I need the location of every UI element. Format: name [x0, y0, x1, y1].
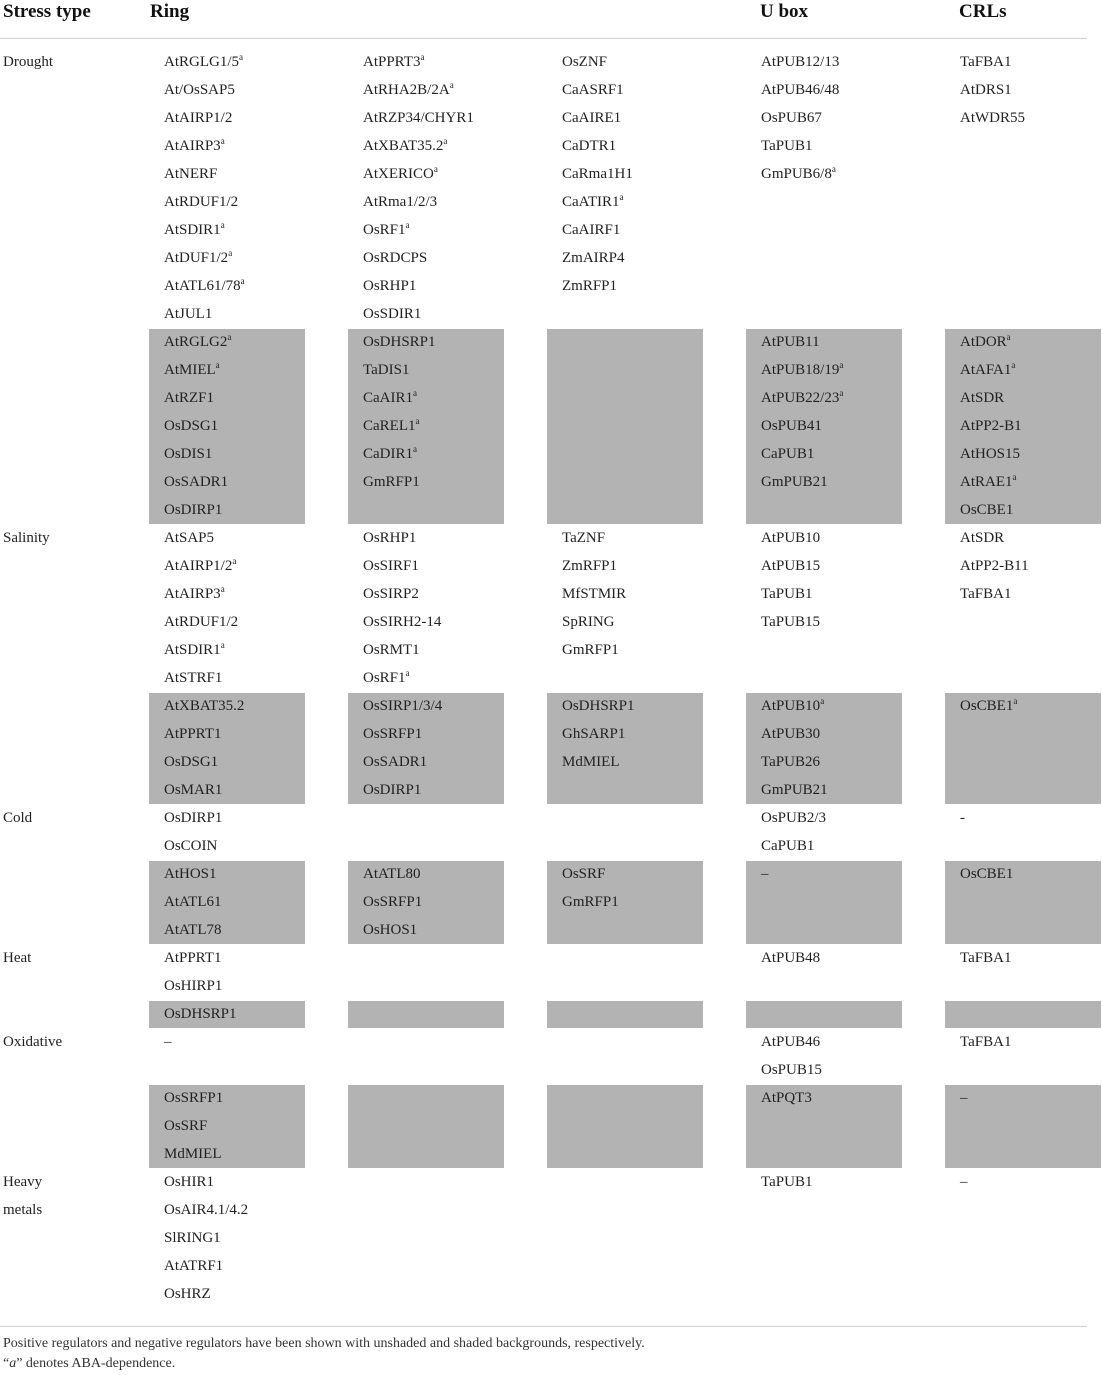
- positive-regulator-crls: AtDRS1: [960, 82, 1012, 98]
- gene-name: OsCBE1: [960, 698, 1014, 714]
- negative-regulator-ring1: AtHOS1: [164, 866, 217, 882]
- aba-dependence-marker: a: [839, 388, 844, 398]
- negative-regulator-ubox: AtPUB11: [761, 334, 820, 350]
- footnote-aba-symbol: a: [9, 1356, 17, 1371]
- gene-name: AtAIRP3: [164, 138, 221, 154]
- positive-regulator-ring1: AtPPRT1: [164, 950, 222, 966]
- gene-name: AtPPRT3: [363, 54, 421, 70]
- negative-regulator-ring1: OsMAR1: [164, 782, 223, 798]
- aba-dependence-marker: a: [239, 52, 243, 62]
- positive-regulator-ring2: OsRHP1: [363, 278, 417, 294]
- aba-dependence-marker: a: [232, 556, 237, 566]
- positive-regulator-crls: AtSDR: [960, 530, 1005, 546]
- positive-regulator-ring1: OsHIR1: [164, 1174, 215, 1190]
- positive-regulator-ring3: CaAIRF1: [562, 222, 621, 238]
- gene-name: OsRF1: [363, 222, 406, 238]
- aba-dependence-marker: a: [227, 332, 232, 342]
- positive-regulator-ubox: OsPUB15: [761, 1062, 822, 1078]
- negative-regulator-ring1: AtATL61: [164, 894, 222, 910]
- negative-regulator-ring2: OsHOS1: [363, 922, 418, 938]
- positive-regulator-ring3: GmRFP1: [562, 642, 619, 658]
- positive-regulator-ring1: OsCOIN: [164, 838, 218, 854]
- positive-regulator-ring1: AtSTRF1: [164, 670, 223, 686]
- negative-regulator-ubox: [761, 356, 843, 384]
- aba-dependence-marker: a: [405, 220, 410, 230]
- negative-regulator-crls: [960, 468, 1017, 496]
- gene-name: AtSDIR1: [164, 222, 221, 238]
- positive-regulator-ring3: MfSTMIR: [562, 586, 627, 602]
- positive-regulator-crls: AtPP2-B11: [960, 558, 1029, 574]
- aba-dependence-marker: a: [220, 584, 225, 594]
- negative-regulator-ring1: OsDIRP1: [164, 502, 223, 518]
- positive-regulator-ring2: [363, 48, 424, 76]
- negative-regulator-ring1: AtRZF1: [164, 390, 215, 406]
- stress-type-label: Cold: [3, 810, 33, 826]
- positive-regulator-ring2: OsRMT1: [363, 642, 420, 658]
- footnote-shading-note: Positive regulators and negative regulators have been shown with unshaded and shaded backgrounds, respectively.: [3, 1336, 645, 1351]
- gene-name: AtRHA2B/2A: [363, 82, 450, 98]
- negative-regulator-shade-ubox: [746, 861, 902, 944]
- stress-type-label: Drought: [3, 54, 53, 70]
- negative-regulator-ring1: [164, 328, 231, 356]
- positive-regulator-ring1: [164, 244, 232, 272]
- positive-regulator-ubox: TaPUB1: [761, 138, 813, 154]
- positive-regulator-ubox: AtPUB46/48: [761, 82, 840, 98]
- positive-regulator-crls: TaFBA1: [960, 950, 1012, 966]
- negative-regulator-shade-ring3: [547, 329, 703, 524]
- stress-type-label: Oxidative: [3, 1034, 63, 1050]
- aba-dependence-marker: a: [820, 696, 825, 706]
- negative-regulator-ubox: CaPUB1: [761, 446, 815, 462]
- positive-regulator-ring3: ZmAIRP4: [562, 250, 625, 266]
- positive-regulator-ubox: AtPUB10: [761, 530, 821, 546]
- positive-regulator-ring2: [363, 76, 454, 104]
- aba-dependence-marker: a: [405, 668, 410, 678]
- negative-regulator-shade-ring2: [348, 1001, 504, 1028]
- negative-regulator-ring1: AtXBAT35.2: [164, 698, 245, 714]
- positive-regulator-ring1: SlRING1: [164, 1230, 221, 1246]
- aba-dependence-marker: a: [1013, 696, 1018, 706]
- gene-name: AtAFA1: [960, 362, 1012, 378]
- positive-regulator-ubox: AtPUB48: [761, 950, 821, 966]
- positive-regulator-ring2: [363, 664, 410, 692]
- positive-regulator-ring1: AtJUL1: [164, 306, 213, 322]
- negative-regulator-ring2: OsSADR1: [363, 754, 428, 770]
- negative-regulator-ubox: AtPQT3: [761, 1090, 812, 1106]
- negative-regulator-ring3: GmRFP1: [562, 894, 619, 910]
- positive-regulator-ring3: CaRma1H1: [562, 166, 633, 182]
- positive-regulator-ring2: [363, 132, 447, 160]
- positive-regulator-ring3: ZmRFP1: [562, 278, 618, 294]
- gene-name: AtPUB22/23: [761, 390, 840, 406]
- gene-name: CaAIR1: [363, 390, 413, 406]
- negative-regulator-ring1: MdMIEL: [164, 1146, 222, 1162]
- negative-regulator-ring1: OsSRFP1: [164, 1090, 224, 1106]
- negative-regulator-ring2: TaDIS1: [363, 362, 410, 378]
- gene-name: AtRAE1: [960, 474, 1013, 490]
- positive-regulator-ring1: AtRDUF1/2: [164, 614, 239, 630]
- positive-regulator-crls: AtWDR55: [960, 110, 1025, 126]
- negative-regulator-ring2: OsSRFP1: [363, 726, 423, 742]
- negative-regulator-ring1: OsDHSRP1: [164, 1006, 237, 1022]
- gene-name: AtRGLG2: [164, 334, 228, 350]
- positive-regulator-ring2: [363, 216, 410, 244]
- positive-regulator-ring1: At/OsSAP5: [164, 82, 235, 98]
- gene-name: AtSDIR1: [164, 642, 221, 658]
- gene-name: CaATIR1: [562, 194, 620, 210]
- negative-regulator-shade-ring3: [547, 1001, 703, 1028]
- header-crls: CRLs: [959, 1, 1007, 22]
- positive-regulator-crls: -: [960, 810, 965, 826]
- negative-regulator-ubox: GmPUB21: [761, 782, 828, 798]
- negative-regulator-crls: [960, 356, 1015, 384]
- negative-regulator-crls: AtSDR: [960, 390, 1005, 406]
- aba-dependence-marker: a: [215, 360, 220, 370]
- positive-regulator-ring1: OsHRZ: [164, 1286, 211, 1302]
- gene-name: AtRGLG1/5: [164, 54, 239, 70]
- negative-regulator-ubox: OsPUB41: [761, 418, 822, 434]
- negative-regulator-ubox: [761, 692, 824, 720]
- negative-regulator-ring2: OsDIRP1: [363, 782, 422, 798]
- positive-regulator-ubox: CaPUB1: [761, 838, 815, 854]
- positive-regulator-ring2: AtRZP34/CHYR1: [363, 110, 474, 126]
- positive-regulator-ring1: [164, 580, 225, 608]
- positive-regulator-ring3: CaDTR1: [562, 138, 617, 154]
- negative-regulator-shade-ubox: [746, 1001, 902, 1028]
- gene-name: AtPUB18/19: [761, 362, 840, 378]
- stress-type-label: metals: [3, 1202, 43, 1218]
- negative-regulator-ring2: OsDHSRP1: [363, 334, 436, 350]
- aba-dependence-marker: a: [1012, 472, 1017, 482]
- negative-regulator-ring1: OsSADR1: [164, 474, 229, 490]
- gene-name: OsRF1: [363, 670, 406, 686]
- aba-dependence-marker: a: [449, 80, 454, 90]
- negative-regulator-ring3: GhSARP1: [562, 726, 626, 742]
- positive-regulator-ring2: AtRma1/2/3: [363, 194, 438, 210]
- positive-regulator-ring2: OsRHP1: [363, 530, 417, 546]
- positive-regulator-ring3: OsZNF: [562, 54, 608, 70]
- negative-regulator-ring2: [363, 412, 420, 440]
- negative-regulator-shade-crls: [945, 1001, 1101, 1028]
- aba-dependence-marker: a: [420, 52, 425, 62]
- positive-regulator-ring1: AtATRF1: [164, 1258, 224, 1274]
- aba-dependence-marker: a: [220, 220, 225, 230]
- header-stress-type: Stress type: [3, 1, 91, 22]
- positive-regulator-ring1: AtNERF: [164, 166, 218, 182]
- footnote-aba-note: “a” denotes ABA-dependence.: [3, 1356, 176, 1371]
- positive-regulator-ubox: TaPUB15: [761, 614, 820, 630]
- gene-name: AtXBAT35.2: [363, 138, 444, 154]
- positive-regulator-ring2: OsSIRH2-14: [363, 614, 442, 630]
- positive-regulator-ring1: [164, 48, 243, 76]
- positive-regulator-ring1: [164, 636, 225, 664]
- gene-name: AtDUF1/2: [164, 250, 229, 266]
- negative-regulator-ring3: MdMIEL: [562, 754, 620, 770]
- positive-regulator-ring2: OsSIRF1: [363, 558, 419, 574]
- positive-regulator-ring1: [164, 216, 225, 244]
- positive-regulator-ubox: OsPUB67: [761, 110, 822, 126]
- positive-regulator-ring1: –: [164, 1034, 172, 1050]
- positive-regulator-ring2: OsRDCPS: [363, 250, 428, 266]
- positive-regulator-ring1: AtSAP5: [164, 530, 215, 546]
- negative-regulator-shade-crls: [945, 1085, 1101, 1168]
- negative-regulator-ring2: OsSRFP1: [363, 894, 423, 910]
- negative-regulator-ring3: OsSRF: [562, 866, 606, 882]
- negative-regulator-ring1: OsDSG1: [164, 418, 219, 434]
- negative-regulator-crls: AtPP2-B1: [960, 418, 1022, 434]
- gene-name: GmPUB6/8: [761, 166, 832, 182]
- positive-regulator-ring2: [363, 160, 438, 188]
- aba-dependence-marker: a: [220, 136, 225, 146]
- gene-name: AtXERICO: [363, 166, 434, 182]
- negative-regulator-ring3: OsDHSRP1: [562, 698, 635, 714]
- positive-regulator-ring1: OsAIR4.1/4.2: [164, 1202, 249, 1218]
- gene-name: CaREL1: [363, 418, 416, 434]
- positive-regulator-ring3: CaASRF1: [562, 82, 624, 98]
- aba-dependence-marker: a: [240, 276, 245, 286]
- gene-name: AtPUB10: [761, 698, 821, 714]
- gene-name: AtMIEL: [164, 362, 216, 378]
- negative-regulator-ring1: OsDIS1: [164, 446, 213, 462]
- negative-regulator-ubox: GmPUB21: [761, 474, 828, 490]
- positive-regulator-crls: TaFBA1: [960, 1034, 1012, 1050]
- negative-regulator-crls: [960, 692, 1017, 720]
- positive-regulator-ubox: [761, 160, 836, 188]
- positive-regulator-ring3: TaZNF: [562, 530, 606, 546]
- negative-regulator-ring2: [363, 440, 417, 468]
- positive-regulator-ubox: AtPUB46: [761, 1034, 821, 1050]
- negative-regulator-shade-ring3: [547, 1085, 703, 1168]
- negative-regulator-ring1: OsDSG1: [164, 754, 219, 770]
- aba-dependence-marker: a: [839, 360, 844, 370]
- aba-dependence-marker: a: [619, 192, 624, 202]
- gene-name: AtATL61/78: [164, 278, 241, 294]
- positive-regulator-ring1: OsHIRP1: [164, 978, 223, 994]
- aba-dependence-marker: a: [413, 388, 417, 398]
- negative-regulator-crls: –: [960, 1090, 968, 1106]
- negative-regulator-shade-ring2: [348, 1085, 504, 1168]
- aba-dependence-marker: a: [1011, 360, 1016, 370]
- aba-dependence-marker: a: [413, 444, 417, 454]
- positive-regulator-ubox: TaPUB1: [761, 586, 813, 602]
- negative-regulator-ubox: [761, 384, 843, 412]
- negative-regulator-ring1: [164, 356, 220, 384]
- positive-regulator-ubox: AtPUB15: [761, 558, 821, 574]
- positive-regulator-crls: –: [960, 1174, 968, 1190]
- positive-regulator-ring1: AtRDUF1/2: [164, 194, 239, 210]
- stress-type-label: Salinity: [3, 530, 50, 546]
- header-rule: [0, 38, 1087, 39]
- positive-regulator-ring1: OsDIRP1: [164, 810, 223, 826]
- negative-regulator-ring1: AtATL78: [164, 922, 222, 938]
- negative-regulator-ubox: –: [761, 866, 769, 882]
- positive-regulator-crls: TaFBA1: [960, 586, 1012, 602]
- positive-regulator-ring2: OsSDIR1: [363, 306, 422, 322]
- stress-type-label: Heavy: [3, 1174, 43, 1190]
- positive-regulator-ring3: CaAIRE1: [562, 110, 622, 126]
- negative-regulator-ring2: GmRFP1: [363, 474, 420, 490]
- positive-regulator-crls: TaFBA1: [960, 54, 1012, 70]
- negative-regulator-crls: OsCBE1: [960, 866, 1014, 882]
- positive-regulator-ring3: SpRING: [562, 614, 615, 630]
- positive-regulator-ring1: [164, 552, 236, 580]
- negative-regulator-ubox: AtPUB30: [761, 726, 821, 742]
- aba-dependence-marker: a: [443, 136, 448, 146]
- aba-dependence-marker: a: [433, 164, 438, 174]
- aba-dependence-marker: a: [415, 416, 420, 426]
- negative-regulator-ring2: [363, 384, 417, 412]
- table-footnote: [3, 1334, 1093, 1374]
- positive-regulator-ring1: [164, 272, 245, 300]
- gene-name: CaDIR1: [363, 446, 413, 462]
- header-ring: Ring: [150, 1, 190, 22]
- negative-regulator-ubox: TaPUB26: [761, 754, 820, 770]
- aba-dependence-marker: a: [220, 640, 225, 650]
- positive-regulator-ring3: [562, 188, 624, 216]
- aba-dependence-marker: a: [228, 248, 233, 258]
- positive-regulator-ring3: ZmRFP1: [562, 558, 618, 574]
- negative-regulator-crls: [960, 328, 1011, 356]
- gene-name: AtDOR: [960, 334, 1007, 350]
- negative-regulator-ring2: OsSIRP1/3/4: [363, 698, 443, 714]
- aba-dependence-marker: a: [831, 164, 836, 174]
- negative-regulator-ring1: OsSRF: [164, 1118, 208, 1134]
- bottom-rule: [0, 1326, 1087, 1327]
- positive-regulator-ubox: OsPUB2/3: [761, 810, 827, 826]
- aba-dependence-marker: a: [1006, 332, 1011, 342]
- positive-regulator-ring2: OsSIRP2: [363, 586, 419, 602]
- positive-regulator-ubox: TaPUB1: [761, 1174, 813, 1190]
- stress-type-label: Heat: [3, 950, 32, 966]
- negative-regulator-crls: OsCBE1: [960, 502, 1014, 518]
- positive-regulator-ring1: [164, 132, 225, 160]
- gene-name: AtAIRP1/2: [164, 558, 233, 574]
- positive-regulator-ubox: AtPUB12/13: [761, 54, 840, 70]
- gene-name: AtAIRP3: [164, 586, 221, 602]
- negative-regulator-ring1: AtPPRT1: [164, 726, 222, 742]
- header-ubox: U box: [760, 1, 809, 22]
- negative-regulator-ring2: AtATL80: [363, 866, 421, 882]
- positive-regulator-ring1: AtAIRP1/2: [164, 110, 233, 126]
- negative-regulator-crls: AtHOS15: [960, 446, 1021, 462]
